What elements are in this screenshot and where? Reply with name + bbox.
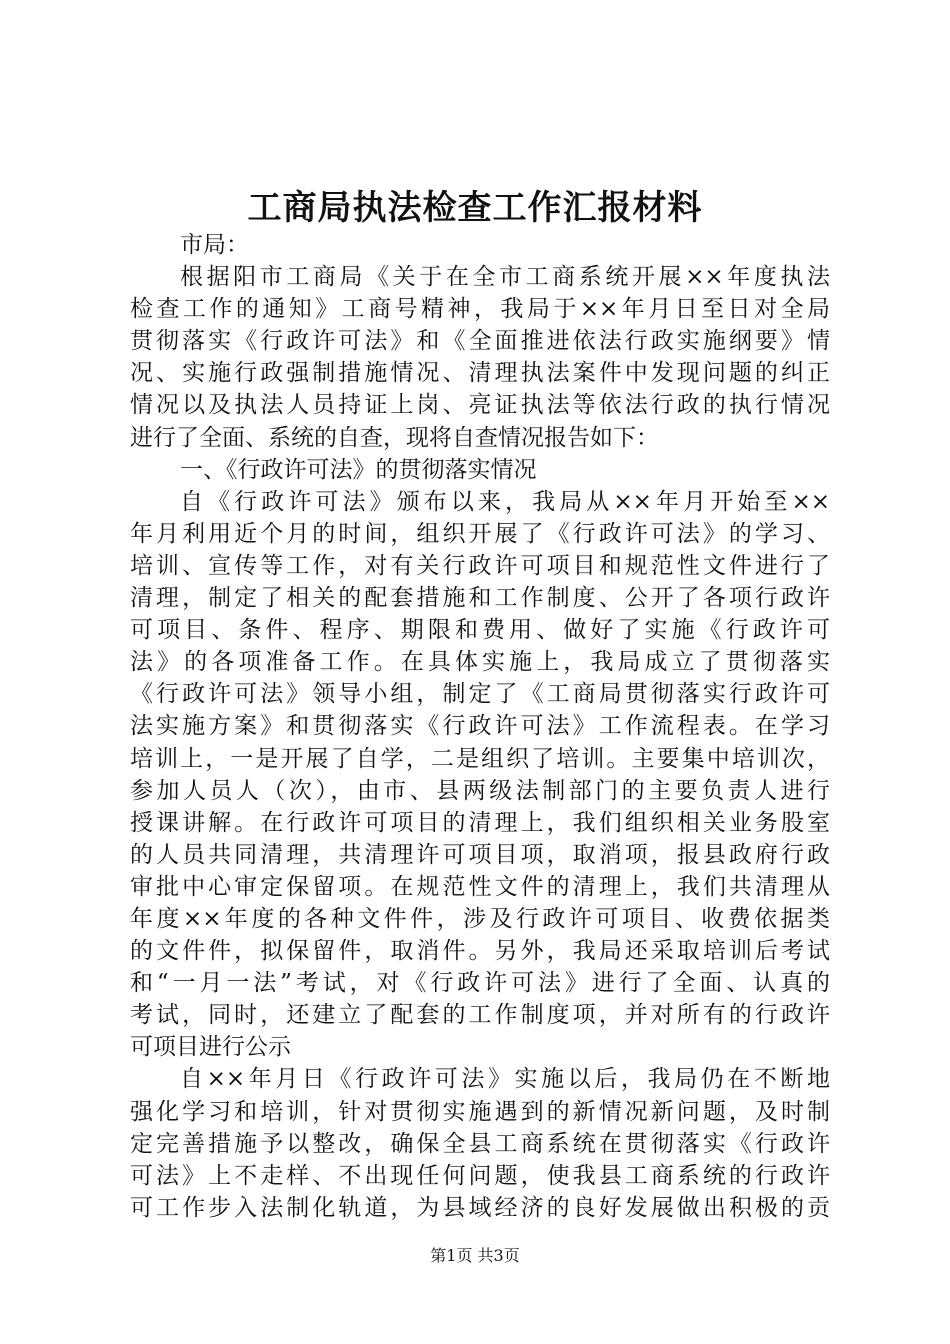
- body-line: 可项目进行公示: [130, 1034, 291, 1061]
- body-line: 授课讲解。在行政许可项目的清理上，我们组织相关业务股室: [130, 809, 830, 836]
- body-line: 培训、宣传等工作，对有关行政许可项目和规范性文件进行了: [130, 552, 830, 579]
- body-line: 的文件件，拟保留件，取消件。另外，我局还采取培训后考试: [130, 938, 830, 965]
- body-line: 定完善措施予以整改，确保全县工商系统在贯彻落实《行政许: [130, 1130, 830, 1157]
- body-line: 况、实施行政强制措施情况、清理执法案件中发现问题的纠正: [130, 360, 830, 387]
- body-line: 可法》上不走样、不出现任何问题，使我县工商系统的行政许: [130, 1162, 830, 1189]
- body-line: 可工作步入法制化轨道，为县域经济的良好发展做出积极的贡: [130, 1194, 830, 1221]
- body-line: 培训上，一是开展了自学，二是组织了培训。主要集中培训次，: [130, 745, 830, 772]
- body-line: 考试，同时，还建立了配套的工作制度项，并对所有的行政许: [130, 1002, 830, 1029]
- body-line: 参加人员人（次），由市、县两级法制部门的主要负责人进行: [130, 777, 830, 804]
- body-line: 自××年月日《行政许可法》实施以后，我局仍在不断地: [180, 1066, 830, 1093]
- body-line: 审批中心审定保留项。在规范性文件的清理上，我们共清理从: [130, 873, 830, 900]
- body-line: 和“一月一法”考试，对《行政许可法》进行了全面、认真的: [130, 970, 830, 997]
- body-line: 可项目、条件、程序、期限和费用、做好了实施《行政许可: [130, 617, 830, 644]
- body-line: 自《行政许可法》颁布以来，我局从××年月开始至××: [180, 488, 830, 515]
- page-number: 第1页 共3页: [430, 1246, 520, 1265]
- body-line: 年度××年度的各种文件件，涉及行政许可项目、收费依据类: [130, 905, 830, 932]
- body-line: 进行了全面、系统的自查，现将自查情况报告如下：: [130, 424, 659, 451]
- body-line: 强化学习和培训，针对贯彻实施遇到的新情况新问题，及时制: [130, 1098, 830, 1125]
- body-line: 法实施方案》和贯彻落实《行政许可法》工作流程表。在学习: [130, 713, 830, 740]
- body-line: 情况以及执法人员持证上岗、亮证执法等依法行政的执行情况: [130, 392, 830, 419]
- section-heading: 一、《行政许可法》的贯彻落实情况: [180, 456, 537, 483]
- body-line: 根据阳市工商局《关于在全市工商系统开展××年度执法: [180, 264, 830, 291]
- body-line: 贯彻落实《行政许可法》和《全面推进依法行政实施纲要》情: [130, 328, 830, 355]
- document-body: [130, 229, 830, 1224]
- body-line: 清理，制定了相关的配套措施和工作制度、公开了各项行政许: [130, 585, 830, 612]
- body-line: 法》的各项准备工作。在具体实施上，我局成立了贯彻落实: [130, 649, 830, 676]
- body-line: 的人员共同清理，共清理许可项目项，取消项，报县政府行政: [130, 841, 830, 868]
- body-line: 年月利用近个月的时间，组织开展了《行政许可法》的学习、: [130, 520, 830, 547]
- salutation-line: 市局：: [180, 232, 249, 258]
- body-line: 检查工作的通知》工商号精神，我局于××年月日至日对全局: [130, 296, 830, 323]
- body-line: 《行政许可法》领导小组，制定了《工商局贯彻落实行政许可: [130, 681, 830, 708]
- document-title: 工商局执法检查工作汇报材料: [247, 188, 703, 228]
